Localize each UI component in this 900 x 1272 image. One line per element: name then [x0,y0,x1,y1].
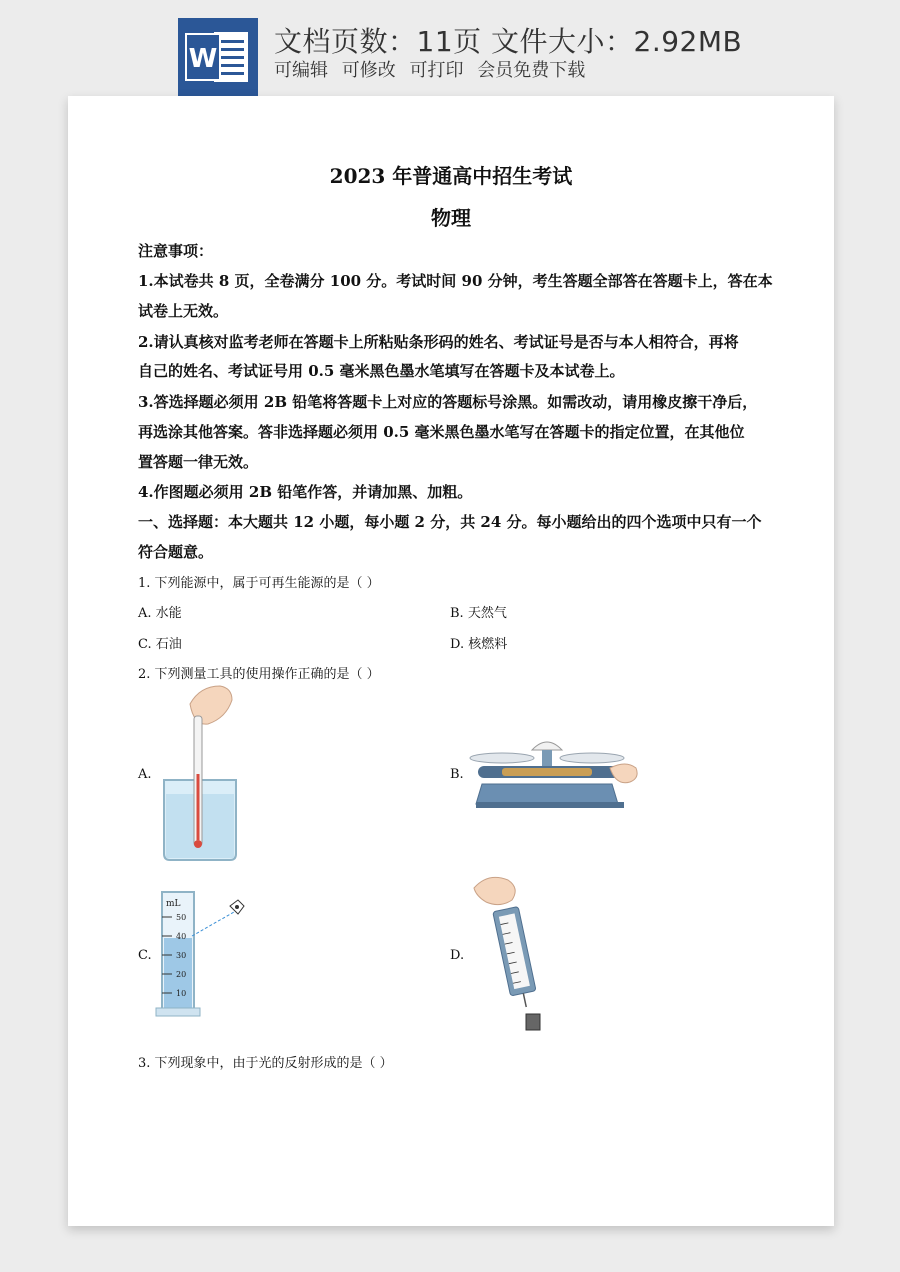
question-2-stem: 2. 下列测量工具的使用操作正确的是（ ） [138,667,380,682]
notice-line: 3.答选择题必须用 2B 铅笔将答题卡上对应的答题标号涂黑。如需改动，请用橡皮擦干净后， [138,393,758,411]
document-features [274,56,593,82]
cylinder-tick: 40 [176,932,187,941]
feature-editable: 可编辑 [274,60,328,81]
document-page [68,96,834,1226]
q2-option-b-label: B. [450,767,464,782]
question-3-stem: 3. 下列现象中，由于光的反射形成的是（ ） [138,1056,393,1071]
notice-heading: 注意事项： [138,242,214,260]
exam-subject: 物理 [431,206,471,230]
notice-line: 4.作图题必须用 2B 铅笔作答，并请加黑、加粗。 [138,483,473,501]
notice-line: 自己的姓名、考试证号用 0.5 毫米黑色墨水笔填写在答题卡及本试卷上。 [138,362,625,380]
cylinder-unit: mL [166,899,181,909]
section-heading: 一、选择题：本大题共 12 小题，每小题 2 分，共 24 分。每小题给出的四个选项中只有一个 [138,513,762,531]
question-1-stem: 1. 下列能源中，属于可再生能源的是（ ） [138,576,380,591]
balance-scale-illustration [468,734,643,816]
spring-scale-illustration [468,874,558,1039]
notice-line: 2.请认真核对监考老师在答题卡上所粘贴条形码的姓名、考试证号是否与本人相符合，再将 [138,333,739,351]
exam-title: 2023 年普通高中招生考试 [329,164,573,188]
notice-line: 置答题一律无效。 [138,453,259,471]
q2-option-d-label: D. [450,948,465,963]
notice-line: 试卷上无效。 [138,302,229,320]
section-heading: 符合题意。 [138,543,214,561]
document-info-title: 文档页数：11页 文件大小：2.92MB [274,25,743,58]
word-icon [178,18,258,96]
feature-member-download[interactable]: 会员免费下载 [477,60,586,81]
notice-line: 再选涂其他答案。答非选择题必须用 0.5 毫米黑色墨水笔写在答题卡的指定位置，在其他位 [138,423,745,441]
q2-option-a-label: A. [138,767,152,782]
cylinder-tick: 30 [176,951,187,960]
measuring-cylinder-illustration [154,886,254,1021]
cylinder-tick: 50 [176,913,187,922]
q1-option-c: C. 石油 [138,637,182,652]
cylinder-tick: 20 [176,970,187,979]
feature-printable: 可打印 [409,60,464,81]
word-icon-letter: W [188,44,218,74]
q1-option-d: D. 核燃料 [450,637,508,652]
document-banner [0,0,900,100]
notice-line: 1.本试卷共 8 页，全卷满分 100 分。考试时间 90 分钟，考生答题全部答在答题卡上，答在本 [138,272,773,290]
thermometer-in-beaker-illustration [160,684,250,864]
q1-option-a: A. 水能 [138,606,182,621]
cylinder-tick: 10 [176,989,187,998]
q2-option-c-label: C. [138,948,152,963]
q1-option-b: B. 天然气 [450,606,507,621]
feature-modifiable: 可修改 [341,60,396,81]
